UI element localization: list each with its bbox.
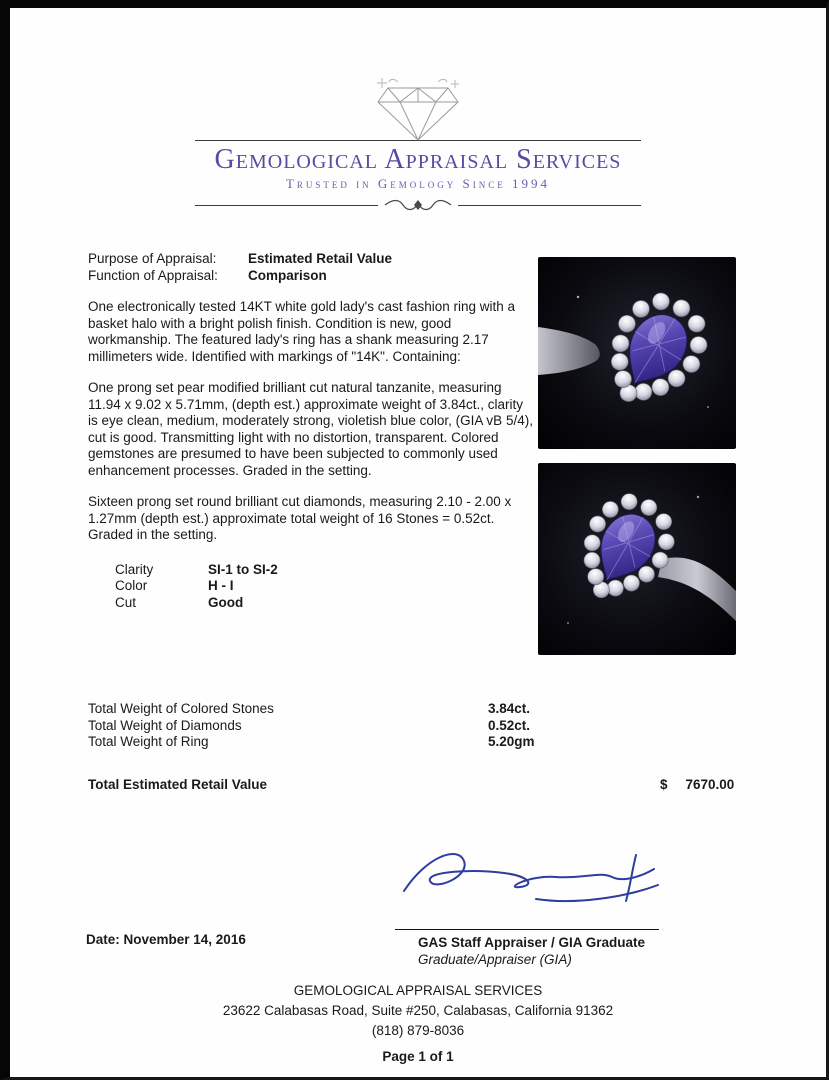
grade-row — [115, 562, 536, 579]
total-label: Total Weight of Diamonds — [88, 717, 242, 733]
grade-label: Color — [115, 578, 148, 593]
total-row — [88, 718, 826, 735]
signature-block — [88, 851, 826, 973]
header-rule-bottom — [195, 197, 641, 213]
function-value: Comparison — [248, 267, 327, 283]
document-body — [10, 213, 826, 973]
flourish-icon — [383, 197, 453, 213]
rule-segment — [458, 205, 641, 206]
function-label: Function of Appraisal: — [88, 267, 218, 283]
total-label: Total Weight of Ring — [88, 734, 209, 749]
signature-line — [395, 929, 659, 930]
total-value: 3.84ct. — [488, 701, 531, 716]
total-estimated-retail-value-row — [88, 777, 826, 794]
appraiser-signature — [386, 839, 676, 919]
grade-label: Cut — [115, 594, 137, 610]
ring-description-paragraph: One electronically tested 14KT white gold lady's cast fashion ring with a basket halo with a bright polish finish. Condition is new, good workmanship. The featured lady's ring has a shank measuring 2.17 millimeters wide. Identified with markings of "14K". Containing: — [88, 299, 516, 364]
retail-amount: 7670.00 — [685, 776, 735, 792]
ring-photos-column — [538, 257, 736, 669]
appraiser-title: GAS Staff Appraiser / GIA Graduate — [418, 935, 646, 950]
org-tagline: Trusted in Gemology Since 1994 — [285, 176, 551, 191]
org-name: Gemological Appraisal Services — [214, 144, 622, 175]
appraisal-date: Date: November 14, 2016 — [86, 932, 246, 947]
ring-photo-side-view — [538, 463, 736, 655]
total-label: Total Weight of Colored Stones — [88, 701, 274, 716]
function-row — [88, 268, 536, 285]
rule-segment — [195, 205, 378, 206]
total-value: 5.20gm — [488, 734, 535, 749]
grade-value: H - I — [208, 578, 234, 593]
retail-value-label: Total Estimated Retail Value — [88, 776, 268, 792]
total-row — [88, 701, 826, 718]
purpose-label: Purpose of Appraisal: — [88, 251, 217, 266]
currency-symbol: $ — [660, 776, 668, 792]
appraiser-subtitle: Graduate/Appraiser (GIA) — [418, 952, 572, 967]
total-value: 0.52ct. — [488, 717, 531, 733]
grade-label: Clarity — [115, 561, 154, 577]
weight-totals — [88, 701, 826, 751]
tanzanite-description-paragraph: One prong set pear modified brilliant cut natural tanzanite, measuring 11.94 x 9.02 x 5.71mm, (depth est.) approximate weight of 3.84ct., clarity is eye clean, medium, moderately strong, violetish blue color, (GIA vB 5/4), cut is good. Transmitting light with no distortion, transparent. Colored gemstones are presumed to have been subjected to commonly used enhancement processes. Graded in the setting. — [88, 380, 533, 478]
document-footer — [10, 981, 826, 1067]
page-number: Page 1 of 1 — [382, 1049, 454, 1064]
diamond-grades-table — [115, 562, 536, 612]
grade-row — [115, 578, 536, 595]
footer-address: 23622 Calabasas Road, Suite #250, Calabasas, California 91362 — [222, 1003, 614, 1018]
footer-phone: (818) 879-8036 — [371, 1023, 465, 1038]
purpose-value: Estimated Retail Value — [248, 251, 393, 266]
purpose-row — [88, 251, 536, 268]
footer-org: GEMOLOGICAL APPRAISAL SERVICES — [293, 983, 543, 998]
grade-row — [115, 595, 536, 612]
document-header — [195, 72, 641, 213]
total-row — [88, 734, 826, 751]
diamonds-description-paragraph: Sixteen prong set round brilliant cut diamonds, measuring 2.10 - 2.00 x 1.27mm (depth est.) approximate total weight of 16 Stones = 0.52ct. Graded in the setting. — [88, 494, 512, 542]
ring-photo-top-view — [538, 257, 736, 449]
appraisal-text-column — [88, 251, 536, 669]
grade-value: SI-1 to SI-2 — [208, 561, 278, 577]
grade-value: Good — [208, 594, 244, 610]
diamond-logo-icon — [370, 72, 466, 142]
